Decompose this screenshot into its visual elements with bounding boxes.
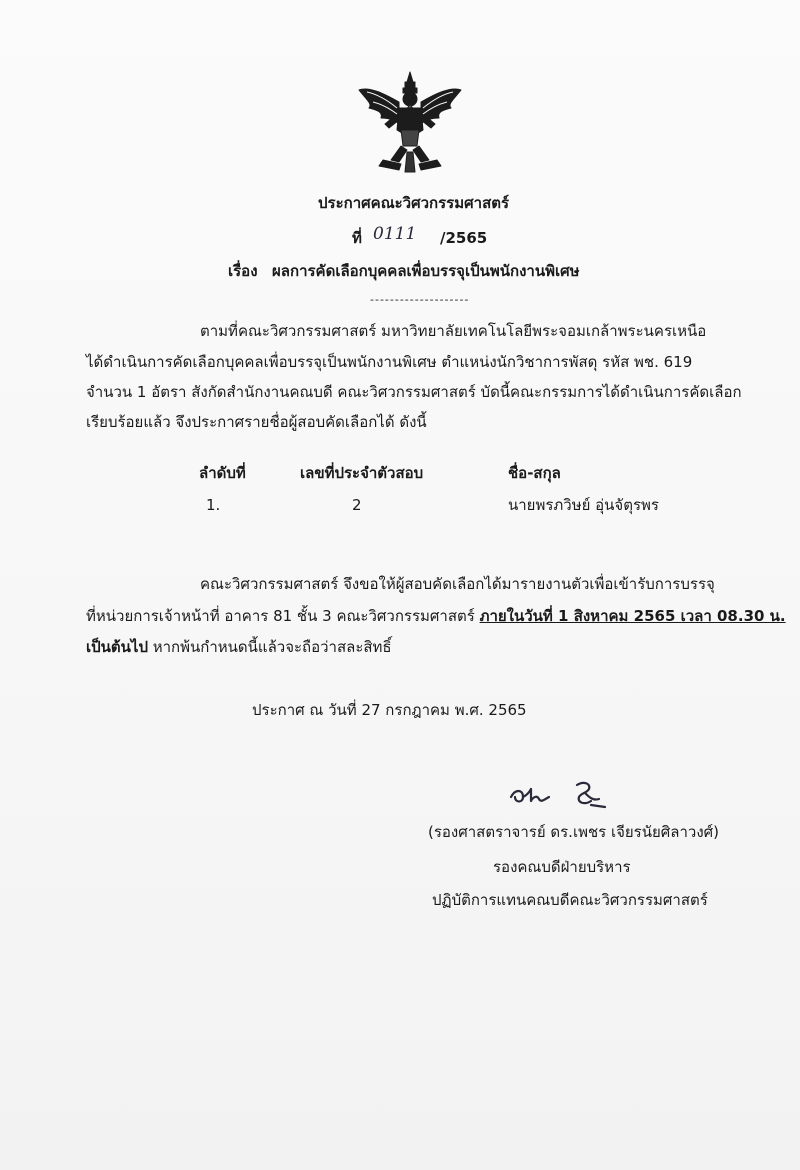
header-divider: --------------------	[370, 293, 470, 306]
garuda-emblem-icon	[355, 68, 465, 178]
announcement-title: ประกาศคณะวิศวกรรมศาสตร์	[318, 194, 510, 212]
report-deadline: ภายในวันที่ 1 สิงหาคม 2565 เวลา 08.30 น.	[479, 607, 786, 625]
paragraph-2-line-1: คณะวิศวกรรมศาสตร์ จึงขอให้ผู้สอบคัดเลือกได้มารายงานตัวเพื่อเข้ารับการบรรจุ	[200, 575, 715, 593]
paragraph-2-line-2	[86, 606, 786, 626]
subject-text: ผลการคัดเลือกบุคคลเพื่อบรรจุเป็นพนักงานพิเศษ	[272, 262, 580, 280]
announcement-number-prefix: ที่	[352, 229, 362, 247]
table-header-order: ลำดับที่	[199, 464, 246, 482]
announcement-number-year: /2565	[440, 229, 488, 247]
paragraph-1-line-4: เรียบร้อยแล้ว จึงประกาศรายชื่อผู้สอบคัดเลือกได้ ดังนี้	[86, 413, 427, 431]
paragraph-2-line-2-text: ที่หน่วยการเจ้าหน้าที่ อาคาร 81 ชั้น 3 คณะวิศวกรรมศาสตร์	[86, 607, 480, 625]
subject-label: เรื่อง	[228, 262, 258, 280]
paragraph-1-line-3: จำนวน 1 อัตรา สังกัดสำนักงานคณบดี คณะวิศวกรรมศาสตร์ บัดนี้คณะกรรมการได้ดำเนินการคัดเลือก	[86, 383, 742, 401]
table-cell-name: นายพรภวิษย์ อุ่นจัตุรพร	[508, 496, 659, 514]
table-header-name: ชื่อ-สกุล	[508, 464, 561, 482]
announcement-number-handwritten: 0111	[373, 224, 417, 244]
announcement-date: ประกาศ ณ วันที่ 27 กรกฎาคม พ.ศ. 2565	[252, 701, 527, 719]
report-deadline-continued: เป็นต้นไป	[86, 638, 148, 656]
paragraph-2-line-3	[86, 637, 392, 657]
paragraph-1-line-2: ได้ดำเนินการคัดเลือกบุคคลเพื่อบรรจุเป็นพนักงานพิเศษ ตำแหน่งนักวิชาการพัสดุ รหัส พช. 619	[86, 353, 693, 371]
table-cell-order: 1.	[206, 496, 221, 514]
signatory-position: รองคณบดีฝ่ายบริหาร	[493, 858, 631, 876]
signature-icon	[505, 775, 615, 815]
table-header-exam-id: เลขที่ประจำตัวสอบ	[300, 464, 424, 482]
paragraph-2-line-3-text: หากพ้นกำหนดนี้แล้วจะถือว่าสละสิทธิ์	[147, 638, 392, 656]
paragraph-1-line-1: ตามที่คณะวิศวกรรมศาสตร์ มหาวิทยาลัยเทคโนโลยีพระจอมเกล้าพระนครเหนือ	[200, 322, 707, 340]
signatory-name: (รองศาสตราจารย์ ดร.เพชร เจียรนัยศิลาวงศ์)	[428, 823, 720, 841]
signatory-acting-role: ปฏิบัติการแทนคณบดีคณะวิศวกรรมศาสตร์	[432, 891, 708, 909]
table-cell-exam-id: 2	[352, 496, 362, 514]
